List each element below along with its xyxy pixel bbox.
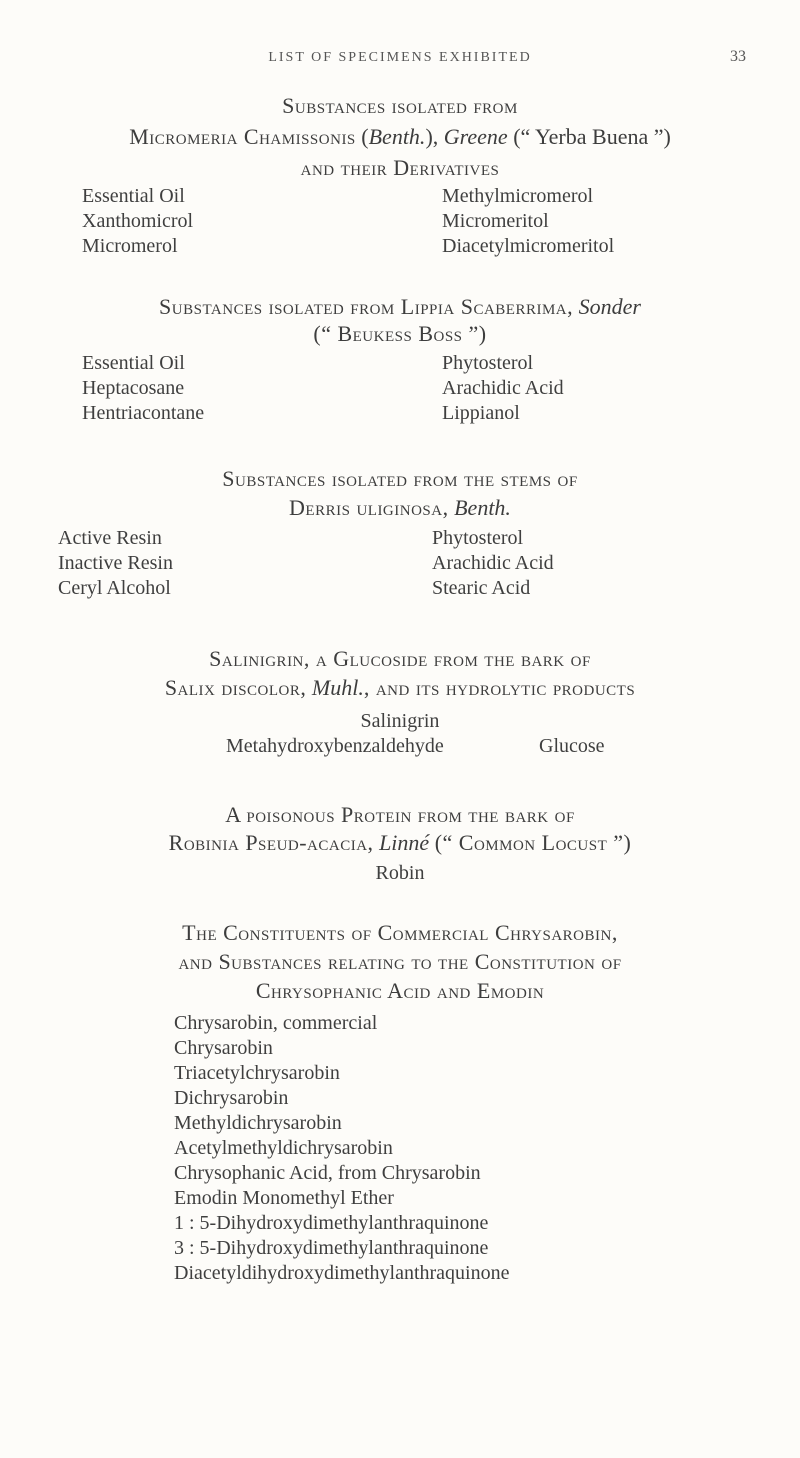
section-5-species: Robinia Pseud-acacia, [168,830,374,855]
section-3-heading-line-2 [0,497,800,519]
section-2-right-item: Arachidic Acid [442,377,564,399]
section-2-right-item: Lippianol [442,402,520,424]
section-6-item: Chrysarobin [174,1037,273,1059]
section-2-left-item: Heptacosane [82,377,185,399]
section-5-item: Robin [375,862,425,884]
section-2-heading-line-2: (“ Beukess Boss ”) [313,321,487,346]
section-1-left-item: Essential Oil [82,185,185,207]
section-1-heading-line-1: Substances isolated from [282,93,518,118]
section-1-author-2: Greene [443,124,508,149]
section-6-item: 3 : 5-Dihydroxydimethylanthraquinone [174,1237,489,1259]
section-6-item: Dichrysarobin [174,1087,289,1109]
section-1-heading-line-3: and their Derivatives [300,155,500,180]
section-5-heading-line-2 [0,832,800,854]
section-6-item: Triacetylchrysarobin [174,1062,340,1084]
section-4-heading-rest: , and its hydrolytic products [363,675,636,700]
section-3-right-item: Phytosterol [432,527,524,549]
section-3-left-item: Ceryl Alcohol [58,577,171,599]
section-6-item: Chrysophanic Acid, from Chrysarobin [174,1162,481,1184]
section-4-species: Salix discolor, [164,675,307,700]
section-3-left-item: Active Resin [58,527,162,549]
section-3-left-item: Inactive Resin [58,552,173,574]
section-6-item: 1 : 5-Dihydroxydimethylanthraquinone [174,1212,489,1234]
section-6-item: Chrysarobin, commercial [174,1012,378,1034]
section-3-right-item: Arachidic Acid [432,552,554,574]
section-1-right-item: Diacetylmicromeritol [442,235,615,257]
section-5-heading-line-1: A poisonous Protein from the bark of [225,802,575,827]
section-3-heading-line-1: Substances isolated from the stems of [222,466,578,491]
section-1-species: Micromeria Chamissonis [129,124,356,149]
section-3-right-item: Stearic Acid [432,577,531,599]
section-6-heading-line-3: Chrysophanic Acid and Emodin [255,978,545,1003]
section-4-left-item: Metahydroxybenzaldehyde [226,735,444,757]
section-6-item: Diacetyldihydroxydimethylanthraquinone [174,1262,510,1284]
section-1-paren-close: ), [425,124,439,149]
page-number: 33 [730,48,746,65]
section-6-item: Acetylmethyldichrysarobin [174,1137,393,1159]
running-head: LIST OF SPECIMENS EXHIBITED [268,50,532,65]
section-1-paren-open: ( [361,124,369,149]
section-3-author: Benth. [454,495,511,520]
section-1-heading-line-2 [0,126,800,148]
section-6-item: Emodin Monomethyl Ether [174,1187,394,1209]
section-4-author: Muhl. [311,675,364,700]
section-6-item: Methyldichrysarobin [174,1112,342,1134]
section-3-species: Derris uliginosa, [289,495,449,520]
section-5-author: Linné [379,830,430,855]
section-6-heading-line-1: The Constituents of Commercial Chrysarobin, [182,920,618,945]
section-1-left-item: Xanthomicrol [82,210,194,232]
section-2-right-item: Phytosterol [442,352,534,374]
section-4-center-item: Salinigrin [360,710,440,732]
section-1-right-item: Methylmicromerol [442,185,594,207]
section-2-heading-line-1 [0,296,800,318]
section-2-author: Sonder [578,294,641,319]
section-1-right-item: Micromeritol [442,210,549,232]
section-1-common-name: (“ Yerba Buena ”) [513,124,671,149]
section-4-heading-line-2 [0,677,800,699]
section-2-left-item: Hentriacontane [82,402,205,424]
section-5-common-name: (“ Common Locust ”) [434,830,632,855]
section-6-heading-line-2: and Substances relating to the Constitution of [178,949,622,974]
section-1-author: Benth. [368,124,426,149]
section-4-heading-line-1: Salinigrin, a Glucoside from the bark of [209,646,591,671]
section-1-left-item: Micromerol [82,235,178,257]
section-2-left-item: Essential Oil [82,352,185,374]
section-4-right-item: Glucose [539,735,605,757]
section-2-title: Substances isolated from Lippia Scaberrima, [159,294,574,319]
